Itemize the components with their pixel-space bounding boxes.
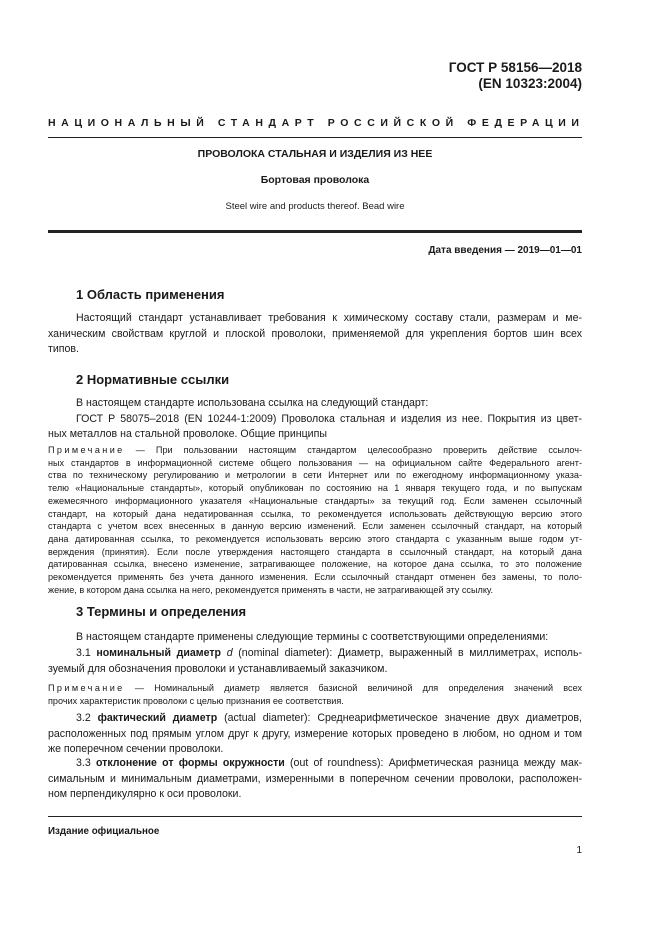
footer-rule: [48, 816, 582, 817]
en-number: (EN 10323:2004): [478, 76, 582, 91]
note-label: Примечание: [48, 445, 125, 455]
page-number: 1: [576, 845, 582, 856]
section-2-note: Примечание — При пользовании настоящим стандартом целесообразно проверить действие ссылоч- ных стандартов в информационной системе общего пользования — на официальном сайте Федерального агент- ства по техническому регулированию и метрологии в сети Интернет или по ежегодному информационному указа- телю «Национальные стандарты», который опубликован по состоянию на 1 января текущего года, и по выпускам ежемесячного информационного указателя «Национальные стандарты» за текущий год. Если заменен ссылочный стандарт, на который дана недатированная ссылка, то рекомендуется использовать действующую версию этого стандарта с учетом всех внесенных в данную версию изменений. Если заменен ссылочный стандарт, на который дана датированная ссылка, то рекомендуется использовать версию этого стандарта с указанным выше годом ут- верждения (принятия). Если после утверждения настоящего стандарта в ссылочный стандарт, на который дана датированная ссылка, внесено изменение, затрагивающее положение, на которое дана ссылка, то это положение рекомендуется применять без учета данного изменения. Если ссылочный стандарт отменен без замены, то поло- жение, в котором дана ссылка на него, рекомендуется применять в части, не затрагивающей эту ссылку.: [48, 445, 582, 595]
document-title-english: Steel wire and products thereof. Bead wire: [225, 201, 405, 212]
document-designation: [449, 60, 582, 92]
term-3-1-name: номинальный диаметр: [96, 647, 222, 659]
document-page: [48, 0, 585, 935]
section-2-text: В настоящем стандарте использована ссылка на следующий стандарт: ГОСТ Р 58075–2018 (EN 10244-1:2009) Проволока стальная и изделия из нее. Покрытия из цвет- ных металлов на стальной проволоке. Общие принципы: [48, 397, 582, 441]
note-label: Примечание: [48, 683, 125, 693]
official-edition-label: Издание официальное: [48, 826, 160, 837]
section-1-heading: 1 Область применения: [76, 287, 225, 302]
section-1-text: Настоящий стандарт устанавливает требования к химическому составу стали, размерам и ме- ханическим свойствам круглой и плоской проволоки, применяемой для укрепления бортов шин всех типов.: [48, 312, 582, 356]
gost-number: ГОСТ Р 58156—2018: [448, 60, 582, 75]
title-rule: [48, 230, 582, 233]
section-2-heading: 2 Нормативные ссылки: [76, 372, 230, 387]
header-rule: [48, 137, 582, 138]
document-title: ПРОВОЛОКА СТАЛЬНАЯ И ИЗДЕЛИЯ ИЗ НЕЕ: [197, 148, 433, 160]
term-3-1: 3.1 номинальный диаметр d (nominal diameter): Диаметр, выраженный в миллиметрах, исполь- зуемый для обозначения проволоки и устанавливаемый заказчиком.: [48, 647, 582, 675]
term-3-3: 3.3 отклонение от формы окружности (out of roundness): Арифметическая разница между мак- симальным и минимальным диаметрами, измеренными в поперечном сечении проволоки, расположен- ном перпендикулярно к оси проволоки.: [48, 757, 582, 801]
introduction-date: Дата введения — 2019—01—01: [428, 245, 582, 256]
term-3-1-symbol: d: [226, 647, 233, 659]
section-3-note: Примечание — Номинальный диаметр является базисной величиной для определения значений всех прочих характеристик проволоки с целью признания ее соответствия.: [48, 683, 582, 706]
document-subtitle: Бортовая проволока: [260, 174, 370, 186]
national-standard-banner: НАЦИОНАЛЬНЫЙ СТАНДАРТ РОССИЙСКОЙ ФЕДЕРАЦИИ: [48, 117, 585, 129]
term-3-3-name: отклонение от формы окружности: [95, 757, 285, 769]
section-3-intro: В настоящем стандарте применены следующие термины с соответствующими определениями:: [76, 631, 549, 643]
term-3-2-name: фактический диаметр: [97, 712, 218, 724]
section-3-heading: 3 Термины и определения: [76, 604, 247, 619]
term-3-2: 3.2 фактический диаметр (actual diameter): Среднеарифметическое значение двух диаметров, расположенных под прямым углом друг к другу, измерение которых проведено в любом, но одном и том же поперечном сечении проволоки.: [48, 712, 582, 756]
